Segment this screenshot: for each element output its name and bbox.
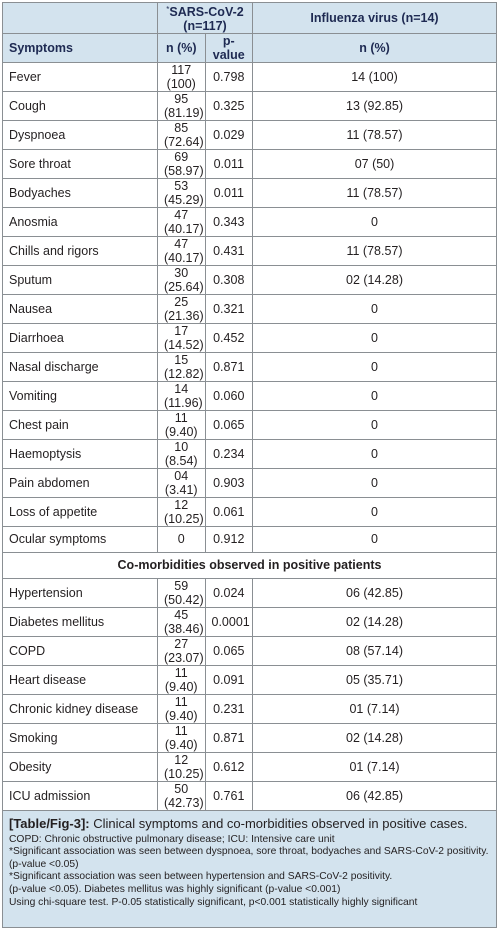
row-label: Smoking [3,723,158,752]
flu-value: 0 [253,498,497,527]
p-value: 0.871 [205,723,253,752]
flu-value: 0 [253,469,497,498]
table-row [3,607,497,636]
table-row [3,121,497,150]
sars-value: 12 (10.25) [158,498,206,527]
header-p-value: p-value [205,34,253,63]
row-label: Pain abdomen [3,469,158,498]
p-value: 0.011 [205,179,253,208]
section-title: Co-morbidities observed in positive patients [3,552,497,578]
row-label: COPD [3,636,158,665]
p-value: 0.024 [205,578,253,607]
table-figure [2,2,497,908]
p-value: 0.308 [205,266,253,295]
p-value: 0.234 [205,440,253,469]
p-value: 0.321 [205,295,253,324]
table-row [3,723,497,752]
p-value: 0.231 [205,694,253,723]
caption-note: COPD: Chronic obstructive pulmonary disease; ICU: Intensive care unit [9,833,335,845]
sars-value: 95 (81.19) [158,92,206,121]
table-row [3,469,497,498]
sars-value: 11 (9.40) [158,411,206,440]
header-sars-label: SARS-CoV-2 (n=117) [169,5,244,33]
flu-value: 0 [253,208,497,237]
p-value: 0.061 [205,498,253,527]
row-label: Sputum [3,266,158,295]
p-value: 0.091 [205,665,253,694]
symptoms-table [2,2,497,811]
flu-value: 0 [253,382,497,411]
p-value: 0.798 [205,63,253,92]
sars-value: 47 (40.17) [158,208,206,237]
table-row [3,411,497,440]
row-label: Diarrhoea [3,324,158,353]
row-label: ICU admission [3,781,158,810]
sars-value: 0 [158,527,206,553]
row-label: Anosmia [3,208,158,237]
table-row [3,752,497,781]
symptoms-body [3,63,497,553]
row-label: Diabetes mellitus [3,607,158,636]
p-value: 0.029 [205,121,253,150]
row-label: Obesity [3,752,158,781]
sars-value: 59 (50.42) [158,578,206,607]
p-value: 0.0001 [205,607,253,636]
sars-value: 27 (23.07) [158,636,206,665]
table-row [3,237,497,266]
flu-value: 11 (78.57) [253,121,497,150]
sars-value: 30 (25.64) [158,266,206,295]
table-row [3,578,497,607]
caption-notes [9,834,490,910]
sars-value: 47 (40.17) [158,237,206,266]
header-influenza: Influenza virus (n=14) [253,3,497,34]
caption-label: [Table/Fig-3]: [9,815,90,831]
row-label: Bodyaches [3,179,158,208]
table-row [3,665,497,694]
row-label: Sore throat [3,150,158,179]
table-row [3,150,497,179]
p-value: 0.065 [205,636,253,665]
header-blank-cell [3,3,158,34]
table-row [3,382,497,411]
header-row-top [3,3,497,34]
flu-value: 08 (57.14) [253,636,497,665]
sars-value: 17 (14.52) [158,324,206,353]
p-value: 0.761 [205,781,253,810]
flu-value: 01 (7.14) [253,752,497,781]
row-label: Chest pain [3,411,158,440]
flu-value: 02 (14.28) [253,607,497,636]
flu-value: 06 (42.85) [253,578,497,607]
sars-value: 15 (12.82) [158,353,206,382]
table-row [3,63,497,92]
caption-note: *Significant association was seen between dyspnoea, sore throat, bodyaches and SARS-CoV-2 positivity. (p-value <0.05) [9,846,489,870]
sars-value: 12 (10.25) [158,752,206,781]
header-flu-n-pct: n (%) [253,34,497,63]
sars-value: 50 (42.73) [158,781,206,810]
p-value: 0.912 [205,527,253,553]
caption-note: (p-value <0.05). Diabetes mellitus was highly significant (p-value <0.001) [9,883,341,895]
table-row [3,781,497,810]
flu-value: 02 (14.28) [253,723,497,752]
flu-value: 11 (78.57) [253,179,497,208]
flu-value: 0 [253,324,497,353]
sars-value: 10 (8.54) [158,440,206,469]
flu-value: 05 (35.71) [253,665,497,694]
table-row [3,440,497,469]
sars-value: 69 (58.97) [158,150,206,179]
flu-value: 0 [253,527,497,553]
flu-value: 14 (100) [253,63,497,92]
table-row [3,266,497,295]
caption-title-text: Clinical symptoms and co-morbidities observed in positive cases. [89,815,468,831]
flu-value: 02 (14.28) [253,266,497,295]
flu-value: 13 (92.85) [253,92,497,121]
sars-value: 11 (9.40) [158,723,206,752]
p-value: 0.065 [205,411,253,440]
caption-note: Using chi-square test. P-0.05 statistically significant, p<0.001 statistically highly significant [9,896,418,908]
row-label: Fever [3,63,158,92]
table-row [3,179,497,208]
sars-value: 85 (72.64) [158,121,206,150]
sars-value: 11 (9.40) [158,694,206,723]
header-sars-mark: * [166,5,170,14]
header-row-sub [3,34,497,63]
header-sars-cov-2 [158,3,253,34]
p-value: 0.343 [205,208,253,237]
row-label: Hypertension [3,578,158,607]
caption-note: *Significant association was seen between hypertension and SARS-CoV-2 positivity. [9,871,393,883]
table-row [3,324,497,353]
flu-value: 07 (50) [253,150,497,179]
p-value: 0.431 [205,237,253,266]
flu-value: 0 [253,353,497,382]
p-value: 0.903 [205,469,253,498]
sars-value: 117 (100) [158,63,206,92]
sars-value: 14 (11.96) [158,382,206,411]
p-value: 0.612 [205,752,253,781]
row-label: Ocular symptoms [3,527,158,553]
flu-value: 0 [253,411,497,440]
caption-title [9,816,490,831]
sars-value: 53 (45.29) [158,179,206,208]
table-row [3,694,497,723]
sars-value: 45 (38.46) [158,607,206,636]
header-sars-n-pct: n (%) [158,34,206,63]
row-label: Loss of appetite [3,498,158,527]
p-value: 0.452 [205,324,253,353]
p-value: 0.060 [205,382,253,411]
table-row [3,636,497,665]
section-row [3,552,497,578]
table-row [3,92,497,121]
table-row [3,208,497,237]
sars-value: 11 (9.40) [158,665,206,694]
table-row [3,353,497,382]
p-value: 0.325 [205,92,253,121]
table-row [3,295,497,324]
flu-value: 0 [253,440,497,469]
row-label: Nausea [3,295,158,324]
row-label: Vomiting [3,382,158,411]
p-value: 0.011 [205,150,253,179]
row-label: Chronic kidney disease [3,694,158,723]
row-label: Dyspnoea [3,121,158,150]
p-value: 0.871 [205,353,253,382]
row-label: Nasal discharge [3,353,158,382]
table-row [3,498,497,527]
comorbidities-body [3,578,497,810]
header-symptoms: Symptoms [3,34,158,63]
table-row [3,527,497,553]
row-label: Cough [3,92,158,121]
flu-value: 11 (78.57) [253,237,497,266]
row-label: Chills and rigors [3,237,158,266]
flu-value: 06 (42.85) [253,781,497,810]
row-label: Haemoptysis [3,440,158,469]
flu-value: 0 [253,295,497,324]
table-caption [2,811,497,928]
row-label: Heart disease [3,665,158,694]
flu-value: 01 (7.14) [253,694,497,723]
sars-value: 04 (3.41) [158,469,206,498]
sars-value: 25 (21.36) [158,295,206,324]
